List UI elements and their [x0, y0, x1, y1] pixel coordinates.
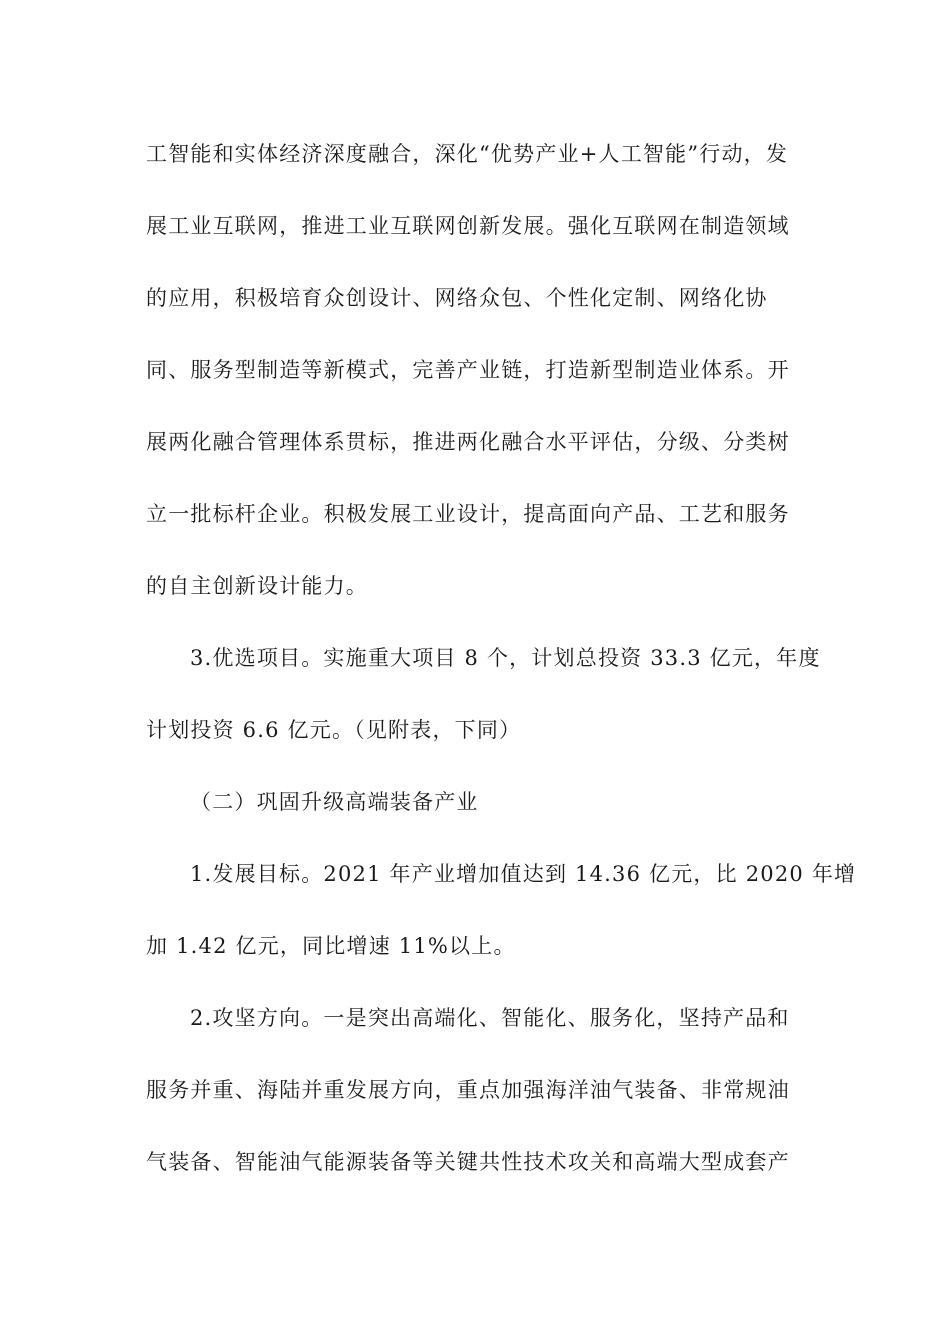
- paragraph-line-4: 同、服务型制造等新模式，完善产业链，打造新型制造业体系。开: [146, 358, 790, 382]
- paragraph-line-14: 服务并重、海陆并重发展方向，重点加强海洋油气装备、非常规油: [146, 1078, 790, 1102]
- paragraph-line-13: 2.攻坚方向。一是突出高端化、智能化、服务化，坚持产品和: [190, 1006, 790, 1030]
- paragraph-line-9: 计划投资 6.6 亿元。（见附表，下同）: [146, 718, 522, 742]
- paragraph-line-15: 气装备、智能油气能源装备等关键共性技术攻关和高端大型成套产: [146, 1150, 790, 1174]
- paragraph-line-12: 加 1.42 亿元，同比增速 11%以上。: [146, 934, 516, 958]
- paragraph-line-1: 工智能和实体经济深度融合，深化“优势产业+人工智能”行动，发: [146, 142, 789, 166]
- paragraph-line-6: 立一批标杆企业。积极发展工业设计，提高面向产品、工艺和服务: [146, 502, 790, 526]
- paragraph-line-2: 展工业互联网，推进工业互联网创新发展。强化互联网在制造领域: [146, 214, 790, 238]
- paragraph-line-11: 1.发展目标。2021 年产业增加值达到 14.36 亿元，比 2020 年增: [190, 862, 857, 886]
- paragraph-line-5: 展两化融合管理体系贯标，推进两化融合水平评估，分级、分类树: [146, 430, 790, 454]
- section-heading: （二）巩固升级高端装备产业: [190, 790, 479, 814]
- paragraph-line-8: 3.优选项目。实施重大项目 8 个，计划总投资 33.3 亿元，年度: [190, 646, 821, 670]
- paragraph-line-7: 的自主创新设计能力。: [146, 574, 368, 598]
- paragraph-line-3: 的应用，积极培育众创设计、网络众包、个性化定制、网络化协: [146, 286, 768, 310]
